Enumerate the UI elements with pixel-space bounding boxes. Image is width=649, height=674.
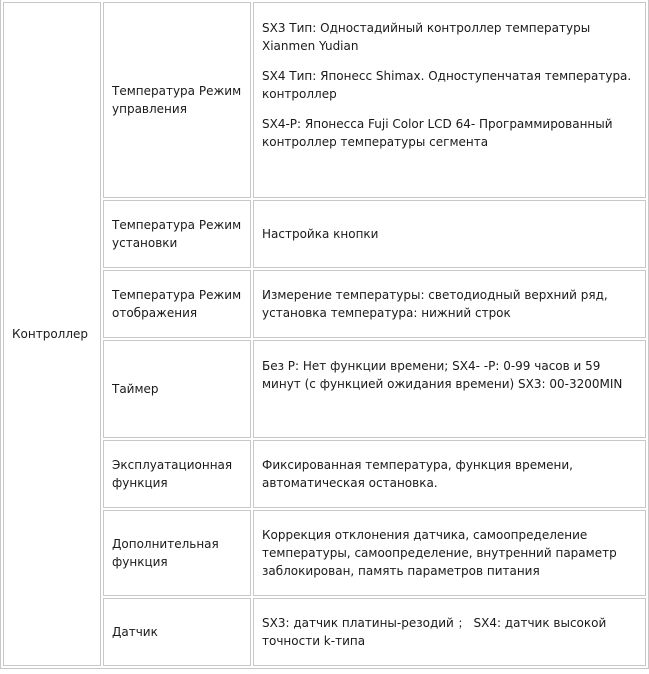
value-line: SX4-P: Японесса Fuji Color LCD 64- Программированный контроллер температуры сегмента [262, 117, 613, 149]
row-value-cell: SX3: датчик платины-резодий ； SX4: датчик высокой точности k-типа [253, 598, 646, 666]
row-label-cell: Датчик [103, 598, 251, 666]
section-label-cell: Контроллер [3, 2, 101, 666]
row-value-cell: Настройка кнопки [253, 200, 646, 268]
row-value-cell: Без P: Нет функции времени; SX4- -P: 0-99 часов и 59 минут (с функцией ожидания времени) SX3: 00-3200MIN [253, 340, 646, 438]
row-label-cell: Таймер [103, 340, 251, 438]
row-label-cell: Температура Режим отображения [103, 270, 251, 338]
table-row [3, 2, 646, 198]
row-label-cell: Дополнительная функция [103, 510, 251, 596]
value-line: SX3 Тип: Одностадийный контроллер температуры Xianmen Yudian [262, 21, 591, 53]
row-label-cell: Температура Режим установки [103, 200, 251, 268]
row-label-cell: Температура Режим управления [103, 2, 251, 198]
row-value-cell: Коррекция отклонения датчика, самоопределение температуры, самоопределение, внутренний параметр заблокирован, память параметров питания [253, 510, 646, 596]
value-line: SX4 Тип: Японесс Shimax. Одноступенчатая температура. контроллер [262, 69, 632, 101]
row-label-cell: Эксплуатационная функция [103, 440, 251, 508]
row-value-cell: Измерение температуры: светодиодный верхний ряд, установка температура: нижний строк [253, 270, 646, 338]
row-value-cell: Фиксированная температура, функция времени, автоматическая остановка. [253, 440, 646, 508]
row-value-cell [253, 2, 646, 198]
